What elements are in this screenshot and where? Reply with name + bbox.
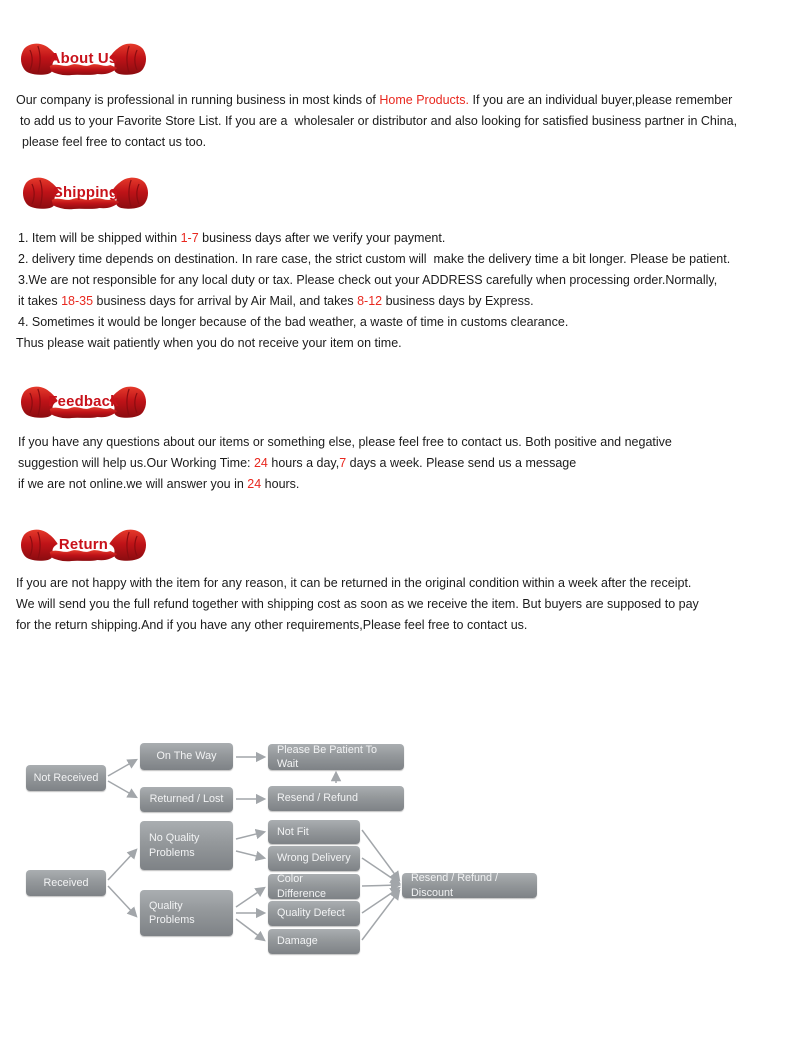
return-section-title: Return bbox=[58, 535, 109, 554]
text-segment: hours. bbox=[261, 477, 300, 491]
paragraph-line bbox=[16, 132, 791, 153]
text-segment: If you are not happy with the item for any reason, it can be returned in the original condition within a week after the receipt. bbox=[16, 576, 692, 590]
flow-node-label: Received bbox=[43, 876, 89, 889]
text-segment: days a week. Please send us a message bbox=[346, 456, 577, 470]
flow-node-label: Quality Defect bbox=[277, 907, 345, 920]
paragraph-line bbox=[18, 474, 793, 495]
flow-node-label: Resend / Refund / Discount bbox=[411, 872, 499, 899]
shipping-paragraph bbox=[18, 228, 793, 354]
text-segment: it takes bbox=[18, 294, 62, 308]
text-segment: business days by Express. bbox=[382, 294, 534, 308]
flow-node-quality-defect bbox=[268, 901, 360, 926]
flow-node-damage bbox=[268, 929, 360, 954]
flow-node-label: Please Be Patient To Wait bbox=[277, 743, 378, 770]
text-segment: We will send you the full refund together with shipping cost as soon as we receive the item. But buyers are supposed to pay bbox=[16, 597, 699, 611]
paragraph-line bbox=[18, 270, 793, 291]
flow-node-label: No Quality Problems bbox=[149, 832, 200, 859]
text-segment: to add us to your Favorite Store List. If you are a wholesaler or distributor and also looking for satisfied business partner in China, bbox=[20, 114, 738, 128]
paragraph-line bbox=[18, 432, 793, 453]
paragraph-line bbox=[16, 573, 791, 594]
text-segment: 2. delivery time depends on destination. In rare case, the strict custom will make the delivery time a bit longer. Please be patient. bbox=[18, 252, 731, 266]
paragraph-line bbox=[18, 312, 793, 333]
flow-node-label: Wrong Delivery bbox=[277, 852, 351, 865]
flow-node-not-received bbox=[26, 765, 106, 791]
feedback-section-title: Feedback bbox=[48, 392, 119, 411]
highlighted-text: 18-35 bbox=[61, 294, 94, 308]
paragraph-line bbox=[18, 291, 793, 312]
about-us-paragraph bbox=[16, 90, 791, 153]
text-segment: 1. Item will be shipped within bbox=[18, 231, 181, 245]
text-segment: if we are not online.we will answer you in bbox=[18, 477, 248, 491]
text-segment: If you are an individual buyer,please remember bbox=[469, 93, 733, 107]
text-segment: business days after we verify your payment. bbox=[198, 231, 446, 245]
text-segment: hours a day, bbox=[267, 456, 340, 470]
text-segment: Our company is professional in running business in most kinds of bbox=[16, 93, 380, 107]
flow-node-received bbox=[26, 870, 106, 896]
highlighted-text: 7 bbox=[339, 456, 347, 470]
flow-node-please-be-patient-to-wait bbox=[268, 744, 404, 770]
text-segment: please feel free to contact us too. bbox=[22, 135, 207, 149]
return-ribbon-banner-icon bbox=[20, 528, 147, 562]
flowchart bbox=[0, 720, 560, 980]
paragraph-line bbox=[18, 228, 793, 249]
highlighted-text: 1-7 bbox=[180, 231, 199, 245]
paragraph-line bbox=[16, 333, 793, 354]
paragraph-line bbox=[16, 90, 791, 111]
text-segment: suggestion will help us.Our Working Time: bbox=[18, 456, 254, 470]
shipping-section-title: Shipping bbox=[52, 183, 119, 202]
highlighted-text: 24 bbox=[247, 477, 262, 491]
text-segment: 3.We are not responsible for any local duty or tax. Please check out your ADDRESS carefully when processing order.Normally, bbox=[18, 273, 718, 287]
paragraph-line bbox=[16, 111, 791, 132]
flow-node-label: On The Way bbox=[156, 750, 217, 763]
flow-node-color-difference bbox=[268, 874, 360, 899]
paragraph-line bbox=[16, 615, 791, 636]
feedback-ribbon-banner-icon bbox=[20, 385, 147, 419]
text-segment: 4. Sometimes it would be longer because of the bad weather, a waste of time in customs clearance. bbox=[18, 315, 569, 329]
flow-node-label: Color Difference bbox=[277, 873, 327, 900]
flow-node-label: Returned / Lost bbox=[149, 793, 224, 806]
about-us-ribbon-banner-icon bbox=[20, 42, 147, 76]
flow-node-label: Not Received bbox=[33, 771, 99, 784]
paragraph-line bbox=[18, 453, 793, 474]
flow-node-on-the-way bbox=[140, 743, 233, 770]
flow-node-no-quality-problems bbox=[140, 821, 233, 870]
flowchart-nodes bbox=[0, 720, 560, 980]
feedback-paragraph bbox=[18, 432, 793, 495]
flow-node-label: Not Fit bbox=[277, 825, 309, 838]
text-segment: Thus please wait patiently when you do not receive your item on time. bbox=[16, 336, 402, 350]
text-segment: If you have any questions about our items or something else, please feel free to contact us. Both positive and negative bbox=[18, 435, 672, 449]
highlighted-text: 8-12 bbox=[357, 294, 383, 308]
flow-node-label: Damage bbox=[277, 935, 318, 948]
flow-node-wrong-delivery bbox=[268, 846, 360, 871]
flow-node-label: Resend / Refund bbox=[277, 792, 359, 805]
shipping-ribbon-banner-icon bbox=[22, 176, 149, 210]
highlighted-text: Home Products. bbox=[379, 93, 469, 107]
flow-node-resend-refund bbox=[268, 786, 404, 811]
paragraph-line bbox=[18, 249, 793, 270]
text-segment: for the return shipping.And if you have any other requirements,Please feel free to contact us. bbox=[16, 618, 528, 632]
paragraph-line bbox=[16, 594, 791, 615]
highlighted-text: 24 bbox=[253, 456, 268, 470]
flow-node-returned-lost bbox=[140, 787, 233, 812]
return-paragraph bbox=[16, 573, 791, 636]
text-segment: business days for arrival by Air Mail, and takes bbox=[93, 294, 358, 308]
flow-node-resend-refund-discount bbox=[402, 873, 537, 898]
flow-node-quality-problems bbox=[140, 890, 233, 936]
flow-node-label: Quality Problems bbox=[149, 899, 195, 926]
flow-node-not-fit bbox=[268, 820, 360, 844]
about-us-section-title: About Us bbox=[49, 49, 118, 68]
